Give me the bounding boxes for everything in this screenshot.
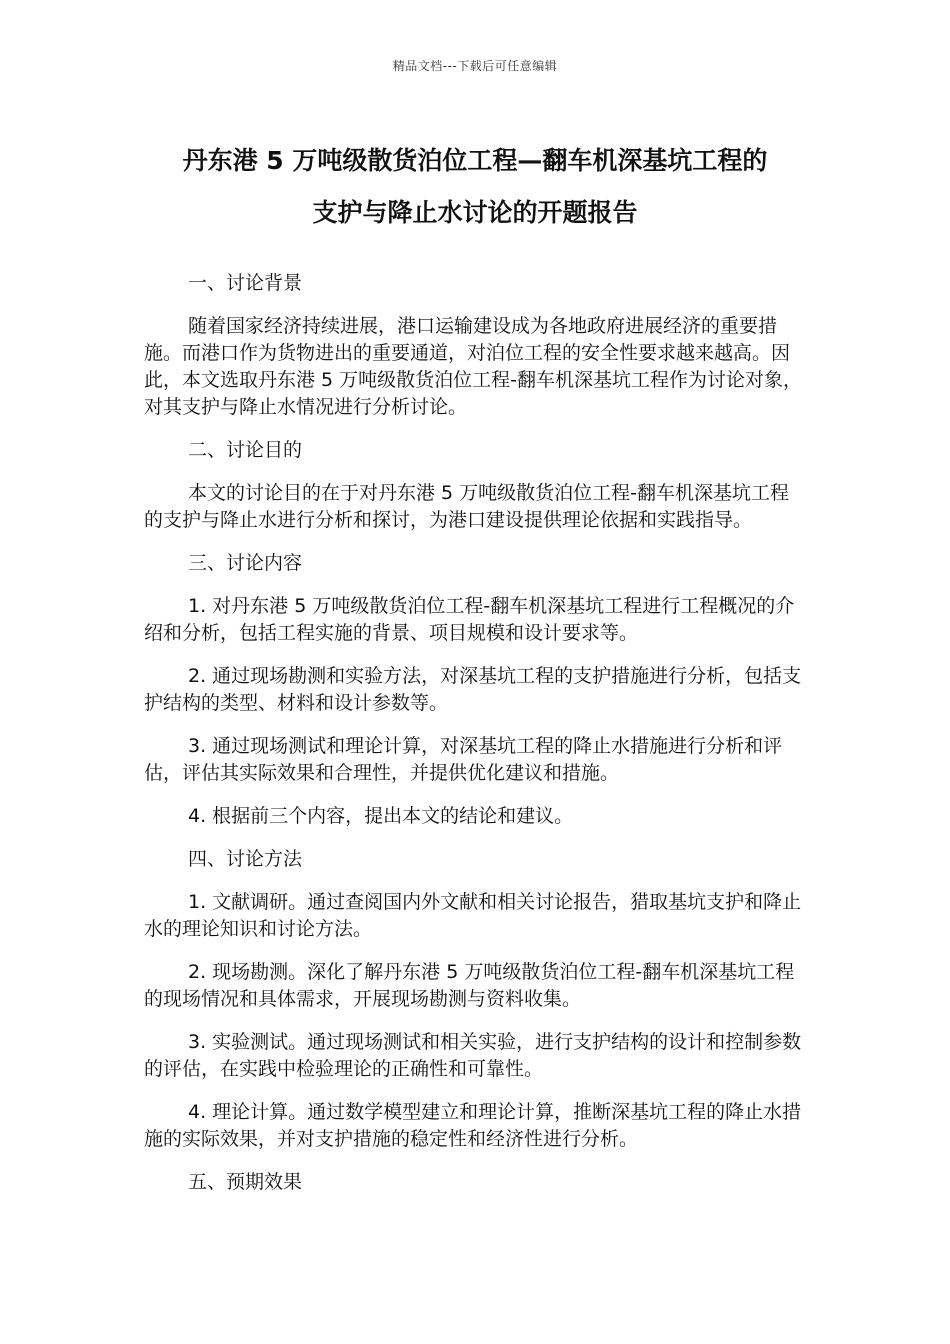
title-line-1: 丹东港 5 万吨级散货泊位工程—翻车机深基坑工程的 bbox=[182, 146, 768, 175]
content-item-2: 2. 通过现场勘测和实验方法，对深基坑工程的支护措施进行分析，包括支护结构的类型、材料和设计参数等。 bbox=[144, 665, 802, 714]
method-item-3: 3. 实验测试。通过现场测试和相关实验，进行支护结构的设计和控制参数的评估，在实践中检验理论的正确性和可靠性。 bbox=[144, 1031, 802, 1080]
content-item-1: 1. 对丹东港 5 万吨级散货泊位工程-翻车机深基坑工程进行工程概况的介绍和分析，包括工程实施的背景、项目规模和设计要求等。 bbox=[144, 595, 795, 644]
method-item-4: 4. 理论计算。通过数学模型建立和理论计算，推断深基坑工程的降止水措施的实际效果，并对支护措施的稳定性和经济性进行分析。 bbox=[144, 1101, 802, 1150]
document-body bbox=[144, 270, 806, 1212]
section-heading-expected-results: 五、预期效果 bbox=[188, 1171, 303, 1193]
title-line-2: 支护与降止水讨论的开题报告 bbox=[312, 198, 638, 227]
method-item-1: 1. 文献调研。通过查阅国内外文献和相关讨论报告，猎取基坑支护和降止水的理论知识和讨论方法。 bbox=[144, 891, 802, 940]
paragraph-background: 随着国家经济持续进展，港口运输建设成为各地政府进展经济的重要措施。而港口作为货物进出的重要通道，对泊位工程的安全性要求越来越高。因此，本文选取丹东港 5 万吨级散货泊位工程-翻车机深基坑工程作为讨论对象，对其支护与降止水情况进行分析讨论。 bbox=[144, 315, 803, 418]
paragraph-purpose: 本文的讨论目的在于对丹东港 5 万吨级散货泊位工程-翻车机深基坑工程的支护与降止水进行分析和探讨，为港口建设提供理论依据和实践指导。 bbox=[144, 482, 790, 531]
section-heading-content: 三、讨论内容 bbox=[188, 552, 303, 574]
document-title bbox=[100, 135, 850, 239]
method-item-2: 2. 现场勘测。深化了解丹东港 5 万吨级散货泊位工程-翻车机深基坑工程的现场情况和具体需求，开展现场勘测与资料收集。 bbox=[144, 961, 795, 1010]
section-heading-purpose: 二、讨论目的 bbox=[188, 439, 303, 461]
page-header: 精品文档---下载后可任意编辑 bbox=[392, 59, 558, 73]
section-heading-methods: 四、讨论方法 bbox=[188, 848, 303, 870]
content-item-4: 4. 根据前三个内容，提出本文的结论和建议。 bbox=[188, 805, 574, 827]
section-heading-background: 一、讨论背景 bbox=[188, 272, 303, 294]
content-item-3: 3. 通过现场测试和理论计算，对深基坑工程的降止水措施进行分析和评估，评估其实际效果和合理性，并提供优化建议和措施。 bbox=[144, 735, 783, 784]
